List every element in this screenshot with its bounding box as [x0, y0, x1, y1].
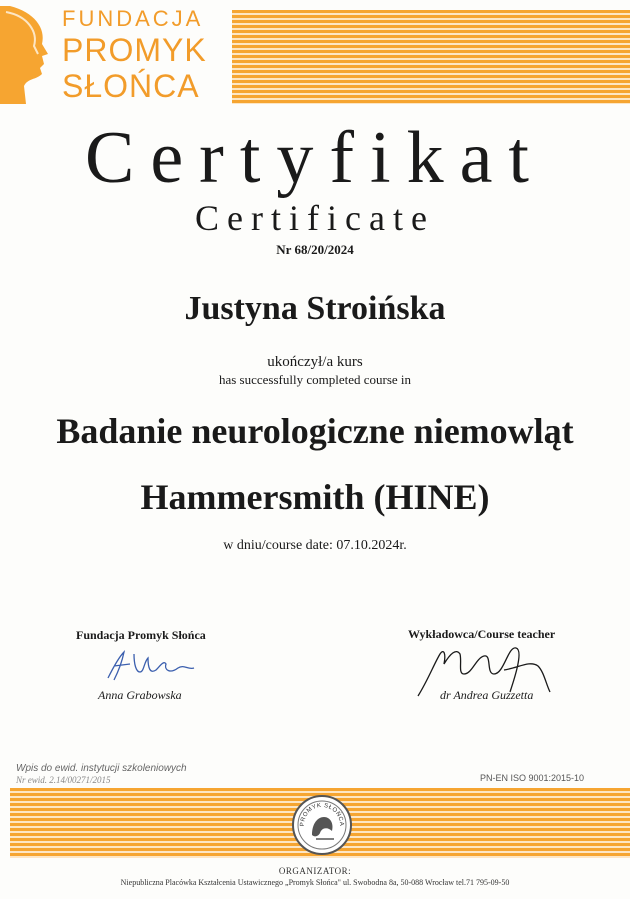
left-signature-heading: Fundacja Promyk Słońca	[76, 628, 206, 642]
logo-text-line3: SŁOŃCA	[62, 68, 200, 104]
recipient-name: Justyna Stroińska	[184, 290, 446, 327]
certificate-title-pl: Certyfikat	[84, 117, 545, 199]
top-stripe-band	[232, 10, 630, 104]
course-title-line1: Badanie neurologiczne niemowląt	[56, 411, 574, 451]
completed-text-pl: ukończył/a kurs	[267, 354, 363, 370]
foundation-logo-icon	[0, 6, 52, 104]
logo-text-line2: PROMYK	[62, 32, 207, 68]
certificate-number: Nr 68/20/2024	[276, 242, 354, 257]
registry-number: Nr ewid. 2.14/00271/2015	[16, 775, 111, 785]
logo-text-line1: FUNDACJA	[62, 6, 204, 31]
certificate-title-en: Certificate	[195, 198, 435, 238]
organizer-label: ORGANIZATOR:	[278, 866, 352, 876]
course-date: w dniu/course date: 07.10.2024r.	[223, 538, 407, 553]
course-title-line2: Hammersmith (HINE)	[140, 477, 490, 517]
seal-icon	[292, 795, 352, 855]
registry-label: Wpis do ewid. instytucji szkoleniowych	[16, 763, 187, 774]
iso-standard: PN-EN ISO 9001:2015-10	[480, 773, 585, 783]
right-signature-heading: Wykładowca/Course teacher	[408, 627, 556, 641]
right-signatory-name: dr Andrea Guzzetta	[440, 688, 534, 702]
seal-text: PROMYK SŁOŃCA	[299, 802, 345, 827]
completed-text-en: has successfully completed course in	[218, 372, 412, 387]
left-signature-icon	[100, 648, 200, 684]
organizer-address: Niepubliczna Placówka Kształcenia Ustawicznego „Promyk Słońca" ul. Swobodna 8a, 50-088 Wrocław tel.71 795-09-50	[120, 878, 510, 887]
left-signatory-name: Anna Grabowska	[98, 688, 182, 702]
